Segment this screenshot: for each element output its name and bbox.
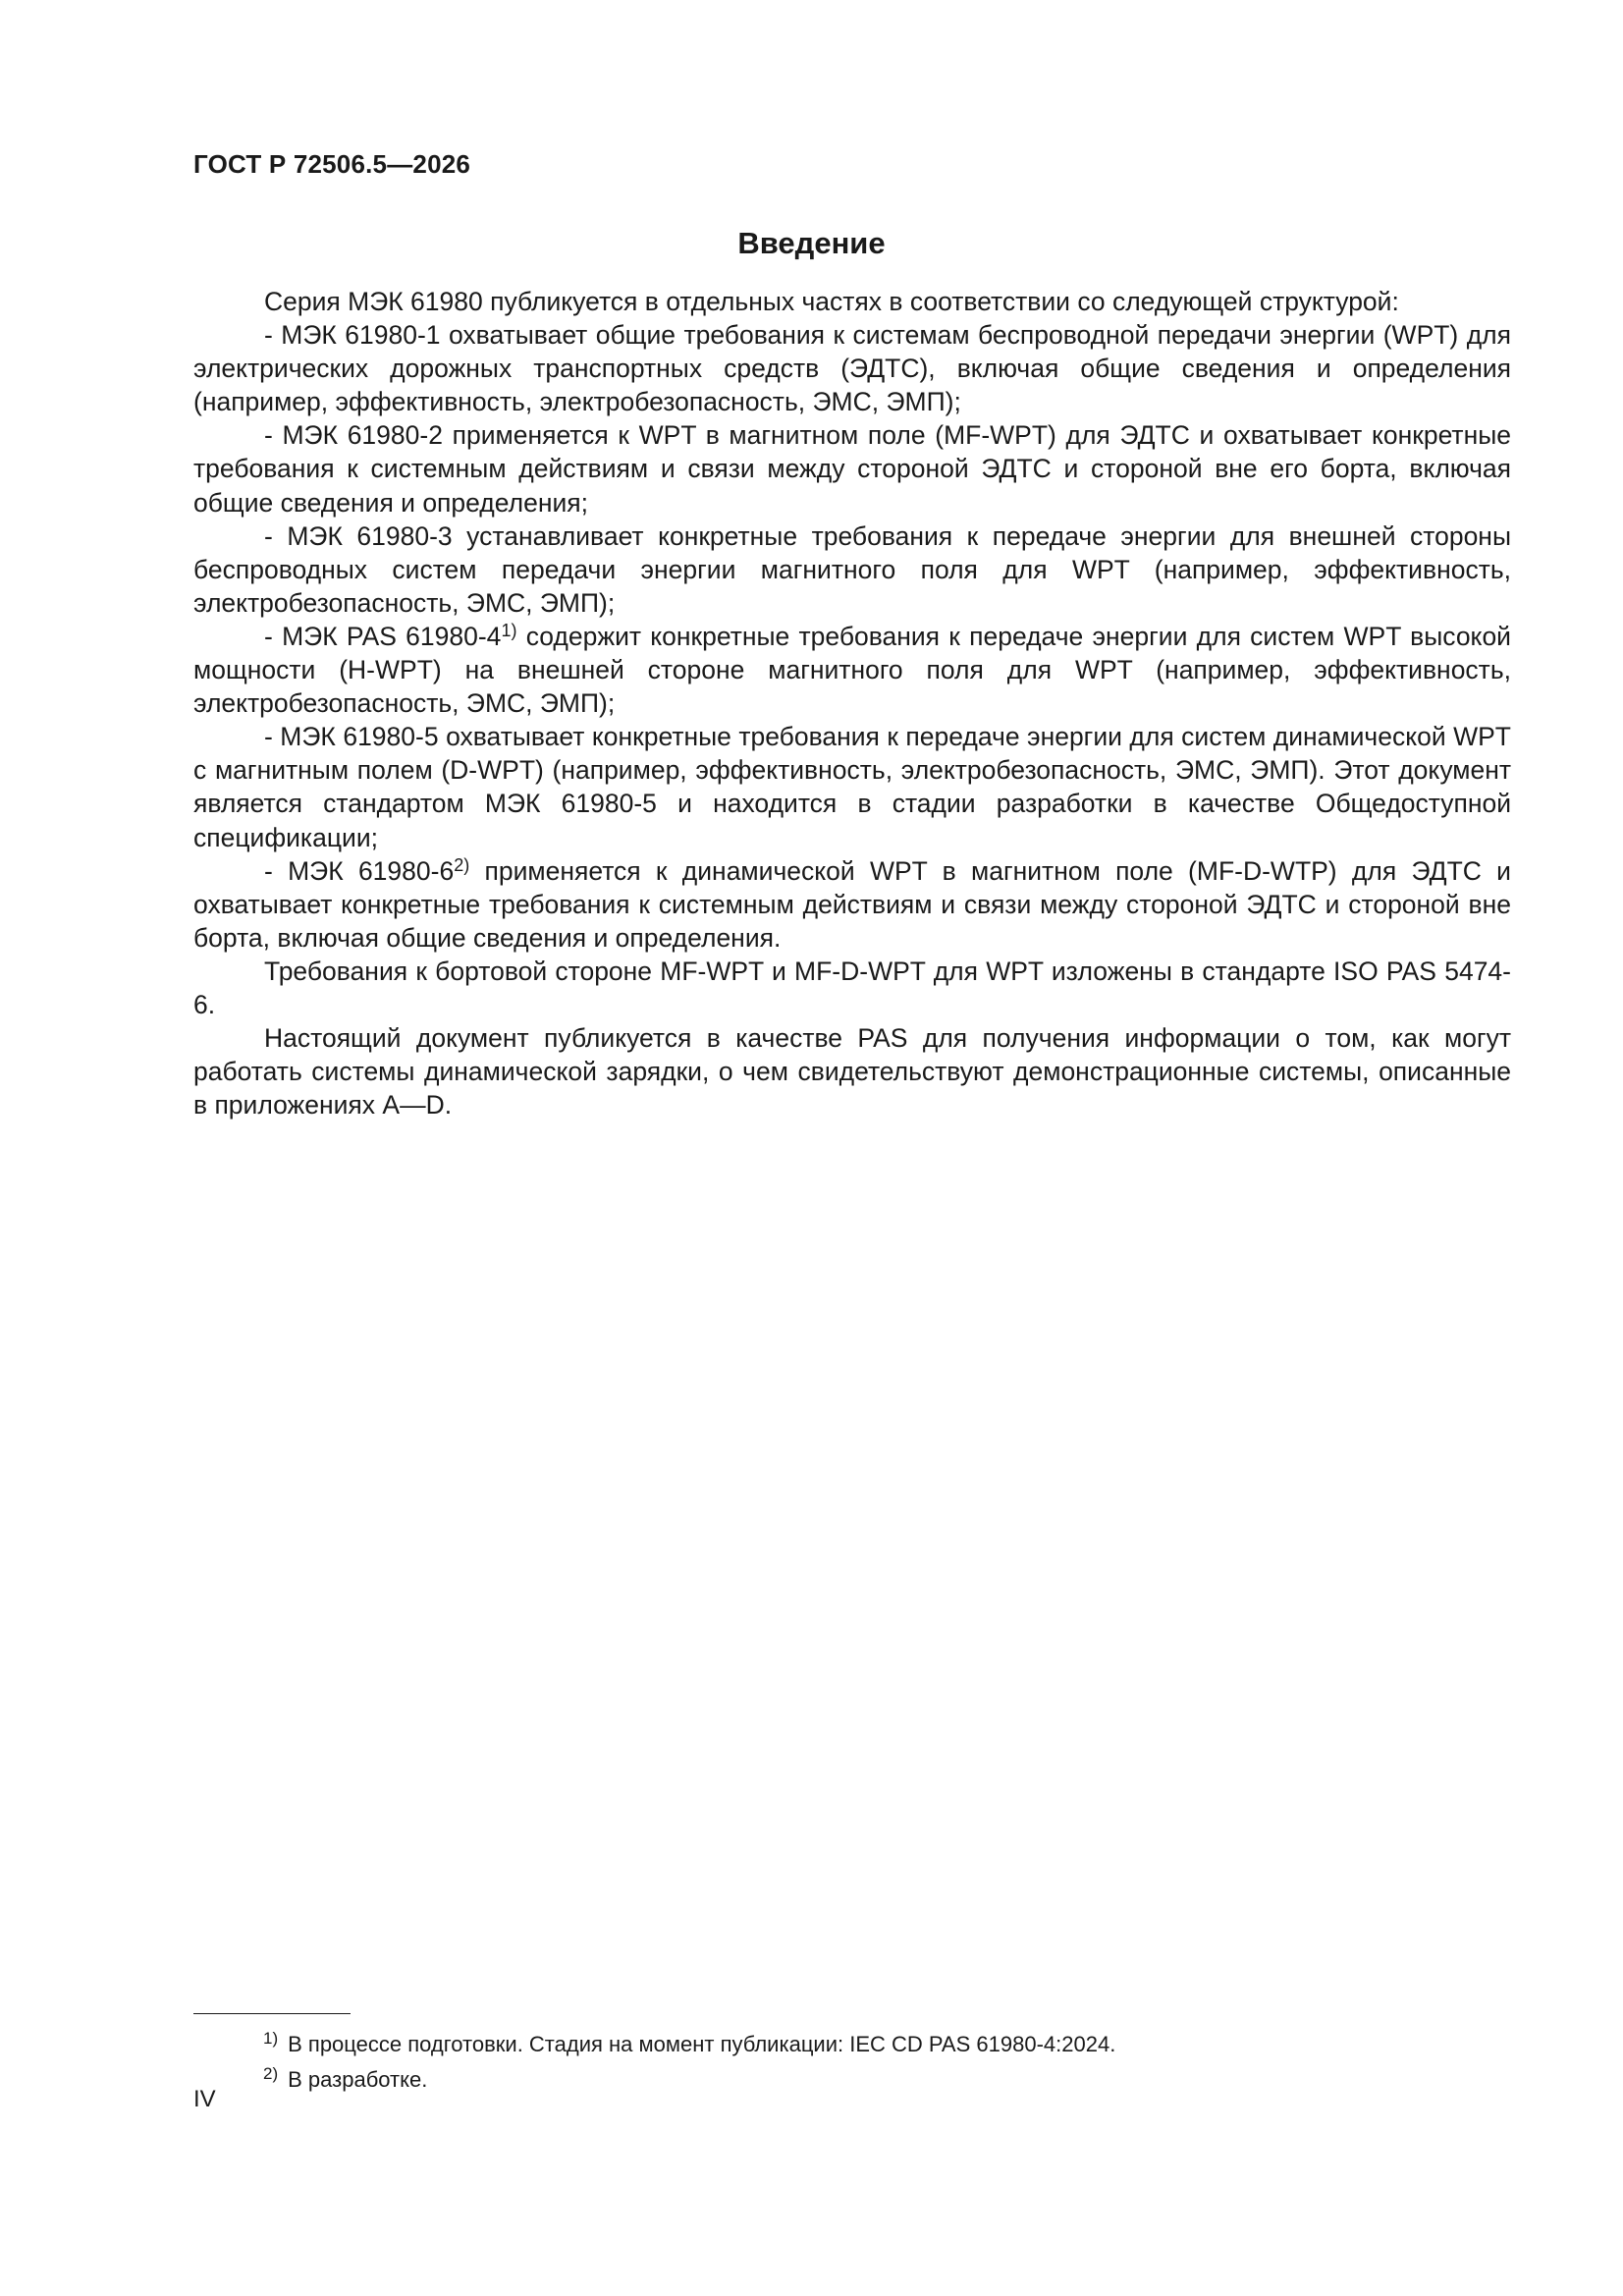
- paragraph: [193, 854, 1511, 955]
- paragraph: [193, 1021, 1511, 1121]
- footnote-text: В процессе подготовки. Стадия на момент публикации: IEC CD PAS 61980-4:2024.: [288, 2032, 1116, 2056]
- paragraph-text: - МЭК 61980-6: [264, 855, 455, 886]
- footnote-separator: [193, 2013, 351, 2014]
- paragraph-text: Требования к бортовой стороне MF-WPT и MF-D-WPT для WPT изложены в стандарте ISO PAS 5474-6.: [193, 956, 1511, 1019]
- footnote-ref: 2): [454, 854, 470, 875]
- paragraph-text: - МЭК 61980-1 охватывает общие требования к системам беспроводной передачи энергии (WPT) для электрических дорожных транспортных средств (ЭДТС), включая общие сведения и определения (например, эффективность, электробезопасность, ЭМС, ЭМП);: [193, 320, 1511, 417]
- paragraph: [193, 318, 1511, 418]
- paragraph: [193, 285, 1511, 318]
- paragraph-text: применяется к динамической WPT в магнитном поле (MF-D-WTP) для ЭДТС и охватывает конкретные требования к системным действиям и связи между стороной ЭДТС и стороной вне борта, включая общие сведения и определения.: [193, 855, 1511, 953]
- introduction-body: [193, 285, 1511, 1121]
- paragraph-text: - МЭК 61980-3 устанавливает конкретные требования к передаче энергии для внешней стороны беспроводных систем передачи энергии магнитного поля для WPT (например, эффективность, электробезопасность, ЭМС, ЭМП);: [193, 520, 1511, 618]
- footnote: [263, 2062, 1115, 2098]
- paragraph: [193, 720, 1511, 853]
- paragraph: [193, 955, 1511, 1021]
- paragraph-text: - МЭК 61980-2 применяется к WPT в магнитном поле (MF-WPT) для ЭДТС и охватывает конкретные требования к системным действиям и связи между стороной ЭДТС и стороной вне его борта, включая общие сведения и определения;: [193, 420, 1511, 518]
- standard-designation: ГОСТ Р 72506.5—2026: [193, 149, 471, 179]
- paragraph: [193, 519, 1511, 620]
- footnote-mark: 1): [263, 2029, 279, 2048]
- footnote-ref: 1): [501, 620, 517, 640]
- page-number: IV: [193, 2086, 216, 2112]
- section-title: Введение: [737, 226, 886, 260]
- paragraph-text: Серия МЭК 61980 публикуется в отдельных частях в соответствии со следующей структурой:: [264, 287, 1399, 316]
- footnote-text: В разработке.: [288, 2067, 428, 2092]
- paragraph: [193, 418, 1511, 519]
- footnotes: [263, 2027, 1115, 2098]
- footnote: [263, 2027, 1115, 2062]
- paragraph-text: содержит конкретные требования к передаче энергии для систем WPT высокой мощности (H-WPT) на внешней стороне магнитного поля для WPT (например, эффективность, электробезопасность, ЭМС, ЭМП);: [193, 621, 1511, 719]
- paragraph-text: - МЭК 61980-5 охватывает конкретные требования к передаче энергии для систем динамической WPT с магнитным полем (D-WPT) (например, эффективность, электробезопасность, ЭМС, ЭМП). Этот документ является стандартом МЭК 61980-5 и находится в стадии разработки в качестве Общедоступной спецификации;: [193, 722, 1511, 852]
- footnote-mark: 2): [263, 2064, 279, 2083]
- paragraph: [193, 620, 1511, 720]
- paragraph-text: Настоящий документ публикуется в качестве PAS для получения информации о том, как могут работать системы динамической зарядки, о чем свидетельствуют демонстрационные системы, описанные в приложениях A—D.: [193, 1023, 1511, 1121]
- paragraph-text: - МЭК PAS 61980-4: [264, 621, 502, 651]
